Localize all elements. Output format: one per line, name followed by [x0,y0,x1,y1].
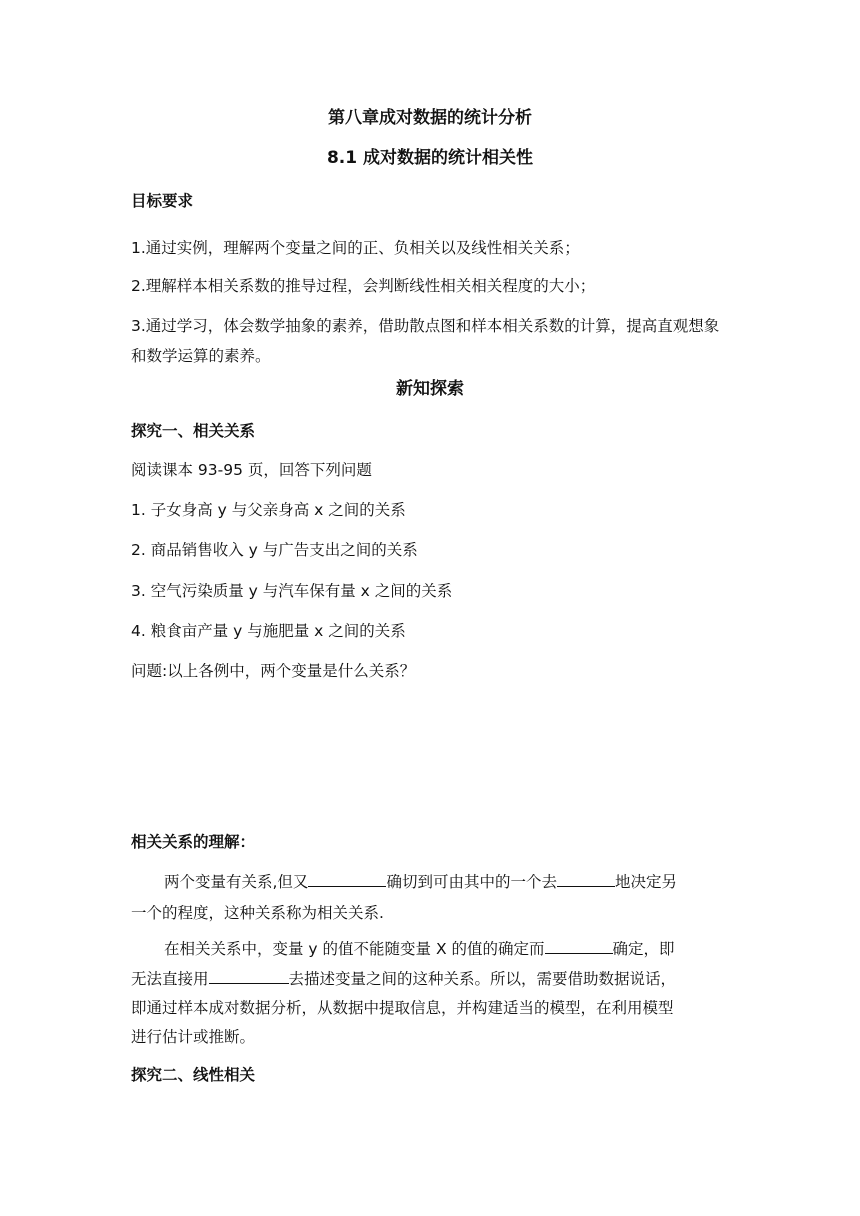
new-knowledge-heading: 新知探索 [396,379,464,399]
paragraph-line: 进行估计或推断。 [131,1028,256,1046]
fill-blank[interactable] [557,870,615,887]
objective-item: 3.通过学习，体会数学抽象的素养，借助散点图和样本相关系数的计算，提高直观想象和数学运算的素养。 [131,317,720,365]
objectives-heading: 目标要求 [131,192,194,210]
paragraph-text: 确定，即 [612,940,675,958]
paragraph-line [164,870,764,893]
fill-blank[interactable] [209,967,289,984]
objective-item: 1.通过实例，理解两个变量之间的正、负相关以及线性相关关系； [131,239,580,257]
paragraph-text: 去描述变量之间的这种关系。所以，需要借助数据说话， [288,970,677,988]
example-item: 2. 商品销售收入 y 与广告支出之间的关系 [131,541,418,559]
paragraph-text: 确切到可由其中的一个去 [386,873,557,891]
question-text: 问题:以上各例中，两个变量是什么关系？ [131,662,416,680]
example-item: 4. 粮食亩产量 y 与施肥量 x 之间的关系 [131,622,406,640]
section-title: 8.1 成对数据的统计相关性 [326,148,534,168]
fill-blank[interactable] [545,937,613,954]
paragraph-text: 无法直接用 [131,970,209,988]
objective-item: 2.理解样本相关系数的推导过程，会判断线性相关相关程度的大小； [131,277,596,295]
paragraph-line: 一个的程度，这种关系称为相关关系. [131,904,384,922]
paragraph-text: 两个变量有关系,但又 [164,873,309,891]
chapter-title: 第八章成对数据的统计分析 [328,108,532,128]
example-item: 3. 空气污染质量 y 与汽车保有量 x 之间的关系 [131,582,453,600]
example-item: 1. 子女身高 y 与父亲身高 x 之间的关系 [131,501,406,519]
paragraph-text: 地决定另 [614,873,677,891]
fill-blank[interactable] [308,870,386,887]
paragraph-line [164,937,764,960]
paragraph-line: 即通过样本成对数据分析，从数据中提取信息，并构建适当的模型，在利用模型 [131,999,674,1017]
paragraph-line [131,967,731,990]
explore1-heading: 探究一、相关关系 [131,422,256,440]
reading-instruction: 阅读课本 93-95 页，回答下列问题 [131,461,372,479]
explore2-heading: 探究二、线性相关 [131,1066,256,1084]
understanding-heading: 相关关系的理解： [131,833,256,851]
paragraph-text: 在相关关系中，变量 y 的值不能随变量 X 的值的确定而 [164,940,545,958]
